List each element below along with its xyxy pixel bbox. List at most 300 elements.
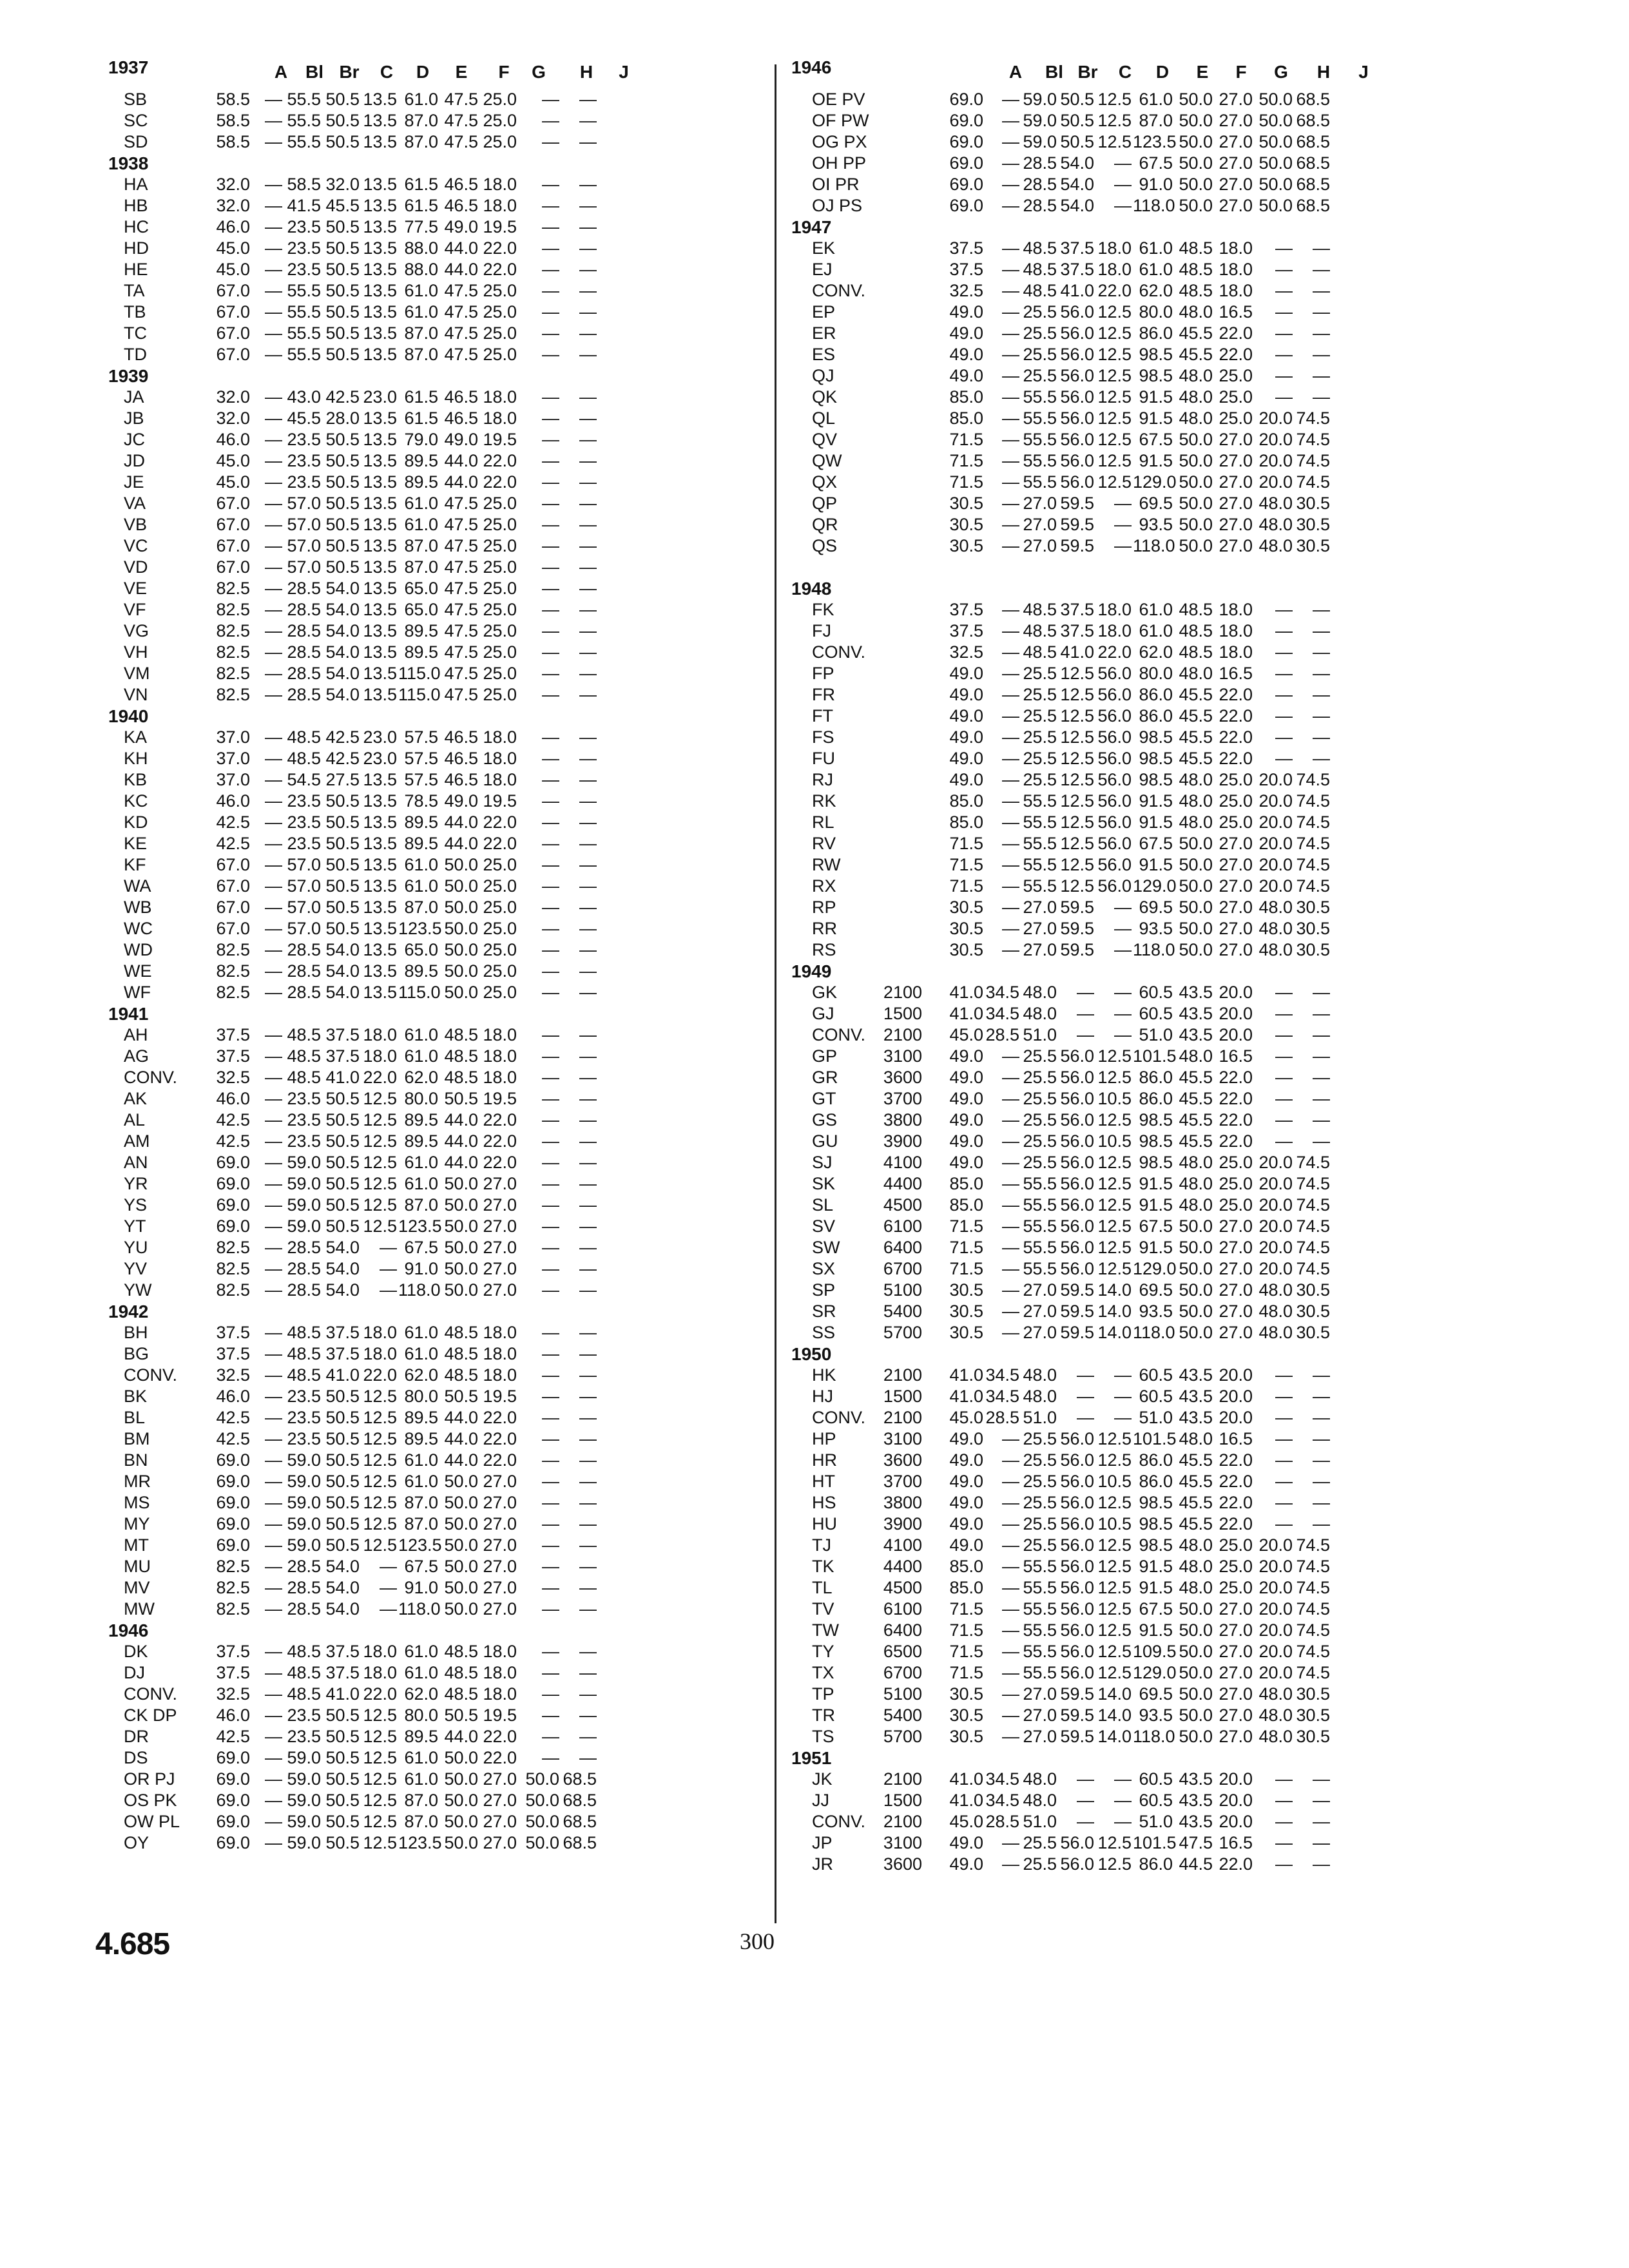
cell-f: 50.0: [1179, 196, 1213, 215]
cell-br: 23.5: [287, 812, 321, 832]
cell-h: —: [1275, 1068, 1293, 1087]
table-row: [791, 1365, 1529, 1386]
cell-bl: —: [265, 1663, 282, 1682]
cell-a: 67.0: [216, 345, 250, 364]
cell-f: 50.0: [444, 1557, 478, 1576]
cell-g: 27.0: [1219, 494, 1253, 513]
cell-bl: —: [1002, 664, 1019, 683]
cell-d: —: [1114, 1365, 1132, 1385]
cell-d: 13.5: [363, 111, 397, 130]
cell-g: 27.0: [483, 1259, 517, 1278]
table-row: [791, 620, 1529, 642]
table-row: [108, 1131, 769, 1152]
cell-e: 89.5: [404, 642, 438, 662]
cell-g: 25.0: [483, 579, 517, 598]
cell-g: 27.0: [483, 1791, 517, 1810]
cell-j: —: [579, 983, 597, 1002]
cell-br: 48.5: [287, 749, 321, 768]
cell-br: 55.5: [1023, 834, 1057, 853]
cell-a: 30.5: [949, 536, 983, 555]
cell-c: 50.5: [325, 281, 360, 300]
row-label: OG PX: [812, 132, 867, 151]
table-row: [791, 89, 1529, 110]
cell-br: 28.5: [1023, 175, 1057, 194]
cell-br: 25.5: [1023, 1854, 1057, 1874]
cell-f: 50.0: [1179, 175, 1213, 194]
cell-g: 27.0: [1219, 1727, 1253, 1746]
cell-e: 61.0: [404, 1323, 438, 1342]
cell-a: 82.5: [216, 961, 250, 981]
row-label: SL: [812, 1195, 834, 1215]
cell-br: 25.5: [1023, 1450, 1057, 1470]
cell-e: 86.0: [1139, 1854, 1173, 1874]
cell-bl: —: [1002, 770, 1019, 789]
cell-f: 44.0: [444, 812, 478, 832]
cell-e: 80.0: [404, 1089, 438, 1108]
cell-e: 123.5: [398, 1216, 442, 1236]
cell-j: —: [579, 90, 597, 109]
cell-e: 91.5: [1139, 408, 1173, 428]
cell-j: 68.5: [1296, 196, 1330, 215]
cell-e: 79.0: [404, 430, 438, 449]
cell-f: 48.0: [1179, 1429, 1213, 1448]
cell-h: —: [542, 1642, 559, 1661]
cell-bl: —: [265, 1684, 282, 1704]
cell-d: 12.5: [1097, 1854, 1132, 1874]
cell-bl: —: [265, 621, 282, 640]
cell-c: 59.5: [1060, 1684, 1094, 1704]
cell-br: 48.5: [287, 1365, 321, 1385]
cell-g: 25.0: [1219, 366, 1253, 385]
table-row: [108, 514, 769, 535]
cell-d: 12.5: [1097, 472, 1132, 492]
cell-br: 23.5: [287, 1727, 321, 1746]
cell-h: —: [542, 727, 559, 747]
row-label: VH: [124, 642, 148, 662]
table-row: [791, 387, 1529, 408]
cell-br: 55.5: [1023, 1620, 1057, 1640]
cell-j: 74.5: [1296, 876, 1330, 896]
cell-g: 18.0: [1219, 260, 1253, 279]
cell-bl: —: [1002, 1216, 1019, 1236]
cell-bl: —: [265, 387, 282, 407]
cell-bl: —: [265, 600, 282, 619]
cell-bl: —: [1002, 1131, 1019, 1151]
cell-h: —: [1275, 1769, 1293, 1789]
cell-e: 61.0: [404, 1769, 438, 1789]
cell-j: —: [1313, 260, 1330, 279]
cell-j: —: [1313, 1025, 1330, 1044]
cell-a: 71.5: [949, 451, 983, 470]
cell-j: —: [579, 1493, 597, 1512]
cell-br: 48.0: [1023, 1004, 1057, 1023]
cell-bl: —: [1002, 1302, 1019, 1321]
cell-d: 12.5: [1097, 1578, 1132, 1597]
cell-br: 59.0: [1023, 90, 1057, 109]
cell-f: 50.0: [444, 898, 478, 917]
cell-br: 23.5: [287, 1089, 321, 1108]
cell-h: 48.0: [1258, 1302, 1293, 1321]
cell-a: 45.0: [216, 238, 250, 258]
cell-h: —: [1275, 1833, 1293, 1852]
cell-f: 48.5: [444, 1663, 478, 1682]
cell-h: 50.0: [1258, 90, 1293, 109]
cell-bl: —: [265, 1727, 282, 1746]
cell-bl: —: [1002, 1854, 1019, 1874]
cell-g: 16.5: [1219, 664, 1253, 683]
cell-a: 46.0: [216, 1089, 250, 1108]
cell-j: —: [1313, 664, 1330, 683]
cell-j: 30.5: [1296, 1302, 1330, 1321]
row-label: KA: [124, 727, 148, 747]
table-row: [791, 153, 1529, 174]
cell-d: 56.0: [1097, 812, 1132, 832]
cell-c: 41.0: [325, 1068, 360, 1087]
cell-e: 87.0: [404, 536, 438, 555]
table-row: [791, 1110, 1529, 1131]
cell-bl: —: [1002, 260, 1019, 279]
cell-d: —: [1114, 153, 1132, 173]
cell-br: 27.0: [1023, 536, 1057, 555]
cell-bl: —: [265, 1131, 282, 1151]
cell-c: 54.0: [325, 1238, 360, 1257]
cell-j: 68.5: [563, 1791, 597, 1810]
cell-a: 69.0: [216, 1748, 250, 1767]
cell-a: 30.5: [949, 515, 983, 534]
cell-c: 50.5: [325, 1131, 360, 1151]
cell-c: 59.5: [1060, 1706, 1094, 1725]
cell-f: 44.0: [444, 472, 478, 492]
cell-d: 13.5: [363, 281, 397, 300]
cell-j: —: [579, 1344, 597, 1363]
cell-h: —: [1275, 1110, 1293, 1129]
cell-f: 44.0: [444, 1153, 478, 1172]
cell-e: 91.5: [1139, 812, 1173, 832]
cell-f: 48.5: [444, 1344, 478, 1363]
cell-f: 45.5: [1179, 1493, 1213, 1512]
cell-e: 69.5: [1139, 1684, 1173, 1704]
cell-c: 56.0: [1060, 366, 1094, 385]
cell-f: 45.5: [1179, 345, 1213, 364]
cell-d: 18.0: [363, 1046, 397, 1066]
cell-f: 50.0: [1179, 1727, 1213, 1746]
cell-f: 47.5: [444, 494, 478, 513]
cell-j: —: [1313, 302, 1330, 322]
cell-br: 55.5: [1023, 876, 1057, 896]
cell-f: 50.0: [444, 1238, 478, 1257]
cell-c: 56.0: [1060, 1238, 1094, 1257]
cell-br: 57.0: [287, 557, 321, 577]
cell-f: 48.0: [1179, 1557, 1213, 1576]
cell-h: —: [542, 196, 559, 215]
row-label: RK: [812, 791, 836, 811]
cell-c: 59.5: [1060, 1727, 1094, 1746]
cell-h: 20.0: [1258, 1535, 1293, 1555]
cell-bl: —: [1002, 1578, 1019, 1597]
cell-c: 50.5: [325, 90, 360, 109]
cell-d: 22.0: [1097, 642, 1132, 662]
cell-e: 60.5: [1139, 1387, 1173, 1406]
cell-br: 23.5: [287, 1131, 321, 1151]
row-label: AM: [124, 1131, 150, 1151]
cell-bl: —: [265, 685, 282, 704]
cell-g: 27.0: [1219, 940, 1253, 959]
cell-g: 27.0: [483, 1812, 517, 1831]
table-row: [791, 1684, 1529, 1705]
cell-a: 49.0: [949, 664, 983, 683]
cell-g: 22.0: [1219, 1068, 1253, 1087]
cell-br: 25.5: [1023, 1472, 1057, 1491]
cell-d: 13.5: [363, 770, 397, 789]
cell-e: 87.0: [404, 1195, 438, 1215]
cell-bl: —: [1002, 1259, 1019, 1278]
row-code: 4500: [883, 1195, 922, 1215]
column-header-g: G: [532, 62, 546, 82]
cell-a: 37.0: [216, 749, 250, 768]
table-row: [791, 1662, 1529, 1684]
cell-h: —: [542, 1174, 559, 1193]
cell-j: —: [1313, 983, 1330, 1002]
cell-bl: —: [265, 1599, 282, 1619]
cell-d: 13.5: [363, 132, 397, 151]
cell-c: 50.5: [325, 1153, 360, 1172]
cell-a: 37.5: [949, 260, 983, 279]
cell-g: 18.0: [483, 1663, 517, 1682]
cell-j: 74.5: [1296, 1153, 1330, 1172]
cell-g: 22.0: [1219, 1472, 1253, 1491]
cell-c: 56.0: [1060, 1046, 1094, 1066]
cell-a: 41.0: [949, 1791, 983, 1810]
cell-c: 50.5: [325, 1110, 360, 1129]
cell-c: 50.5: [325, 1769, 360, 1789]
cell-d: 13.5: [363, 536, 397, 555]
cell-g: 27.0: [483, 1578, 517, 1597]
cell-e: 57.5: [404, 749, 438, 768]
cell-d: 12.5: [1097, 132, 1132, 151]
cell-f: 46.5: [444, 408, 478, 428]
cell-j: —: [1313, 1387, 1330, 1406]
cell-c: 59.5: [1060, 494, 1094, 513]
cell-bl: —: [1002, 302, 1019, 322]
row-code: 2100: [883, 983, 922, 1002]
cell-c: 50.5: [325, 260, 360, 279]
row-label: OF PW: [812, 111, 869, 130]
cell-f: 43.5: [1179, 1025, 1213, 1044]
cell-d: 10.5: [1097, 1472, 1132, 1491]
cell-bl: —: [265, 1153, 282, 1172]
cell-j: 68.5: [1296, 90, 1330, 109]
row-label: TX: [812, 1663, 834, 1682]
cell-d: 13.5: [363, 898, 397, 917]
cell-j: 74.5: [1296, 1578, 1330, 1597]
cell-j: 30.5: [1296, 898, 1330, 917]
row-label: QL: [812, 408, 836, 428]
cell-h: —: [542, 1663, 559, 1682]
cell-br: 58.5: [287, 175, 321, 194]
cell-g: 22.0: [1219, 323, 1253, 343]
table-row: [791, 1556, 1529, 1577]
cell-j: —: [579, 1642, 597, 1661]
left-header: [108, 57, 769, 88]
cell-f: 50.0: [1179, 876, 1213, 896]
cell-a: 32.0: [216, 175, 250, 194]
cell-j: —: [579, 898, 597, 917]
cell-e: 89.5: [404, 451, 438, 470]
cell-a: 67.0: [216, 494, 250, 513]
cell-f: 48.5: [1179, 621, 1213, 640]
cell-a: 82.5: [216, 940, 250, 959]
cell-f: 45.5: [1179, 1089, 1213, 1108]
cell-bl: 28.5: [985, 1812, 1019, 1831]
cell-c: 50.5: [325, 1514, 360, 1533]
cell-c: 59.5: [1060, 536, 1094, 555]
cell-f: 50.0: [1179, 430, 1213, 449]
row-label: OY: [124, 1833, 149, 1852]
cell-g: 22.0: [483, 834, 517, 853]
cell-h: —: [542, 1323, 559, 1342]
cell-a: 69.0: [216, 1472, 250, 1491]
cell-j: —: [579, 1089, 597, 1108]
cell-d: 12.5: [1097, 1110, 1132, 1129]
cell-g: 27.0: [483, 1238, 517, 1257]
cell-bl: 34.5: [985, 1387, 1019, 1406]
cell-bl: 34.5: [985, 1365, 1019, 1385]
cell-a: 82.5: [216, 600, 250, 619]
cell-j: —: [579, 1748, 597, 1767]
row-label: SW: [812, 1238, 840, 1257]
cell-bl: —: [1002, 1429, 1019, 1448]
cell-c: 37.5: [1060, 238, 1094, 258]
row-label: HJ: [812, 1387, 833, 1406]
cell-bl: —: [265, 196, 282, 215]
cell-a: 32.5: [949, 281, 983, 300]
cell-h: —: [542, 345, 559, 364]
cell-d: 13.5: [363, 430, 397, 449]
cell-j: 74.5: [1296, 1535, 1330, 1555]
cell-e: 61.0: [1139, 238, 1173, 258]
cell-a: 85.0: [949, 1578, 983, 1597]
cell-c: 56.0: [1060, 1620, 1094, 1640]
row-label: AG: [124, 1046, 149, 1066]
cell-j: —: [579, 1068, 597, 1087]
table-row: [108, 429, 769, 450]
cell-e: 61.0: [404, 1025, 438, 1044]
row-label: OS PK: [124, 1791, 177, 1810]
cell-g: 18.0: [483, 408, 517, 428]
cell-j: —: [579, 451, 597, 470]
cell-g: 19.5: [483, 1706, 517, 1725]
cell-e: 98.5: [1139, 1514, 1173, 1533]
cell-c: 50.5: [325, 302, 360, 322]
cell-h: 20.0: [1258, 430, 1293, 449]
cell-bl: —: [265, 812, 282, 832]
table-row: [791, 1832, 1529, 1854]
cell-h: 20.0: [1258, 1557, 1293, 1576]
year-heading: 1949: [791, 961, 832, 981]
cell-c: 56.0: [1060, 1535, 1094, 1555]
cell-e: 98.5: [1139, 1153, 1173, 1172]
cell-c: 56.0: [1060, 1153, 1094, 1172]
cell-j: —: [579, 1046, 597, 1066]
column-header-f: F: [498, 62, 510, 82]
cell-h: —: [1275, 706, 1293, 726]
cell-j: —: [579, 1280, 597, 1300]
cell-h: 20.0: [1258, 1620, 1293, 1640]
cell-a: 49.0: [949, 1854, 983, 1874]
cell-a: 46.0: [216, 430, 250, 449]
cell-j: —: [1313, 1812, 1330, 1831]
cell-j: —: [1313, 1429, 1330, 1448]
cell-j: —: [1313, 1365, 1330, 1385]
table-row: [108, 791, 769, 812]
cell-g: 16.5: [1219, 1833, 1253, 1852]
column-header-a: A: [1008, 62, 1023, 82]
row-label: SK: [812, 1174, 836, 1193]
cell-e: 87.0: [404, 323, 438, 343]
cell-g: 27.0: [1219, 1684, 1253, 1704]
cell-h: —: [542, 1472, 559, 1491]
cell-f: 46.5: [444, 727, 478, 747]
cell-j: 74.5: [1296, 1216, 1330, 1236]
cell-a: 82.5: [216, 1557, 250, 1576]
cell-d: 56.0: [1097, 791, 1132, 811]
table-row: [791, 131, 1529, 153]
cell-d: 13.5: [363, 983, 397, 1002]
table-row: [108, 1258, 769, 1280]
cell-a: 58.5: [216, 111, 250, 130]
cell-bl: —: [265, 1259, 282, 1278]
cell-j: 74.5: [1296, 451, 1330, 470]
cell-d: 56.0: [1097, 770, 1132, 789]
cell-d: 12.5: [1097, 1153, 1132, 1172]
cell-a: 45.0: [216, 451, 250, 470]
cell-a: 49.0: [949, 1535, 983, 1555]
cell-h: 48.0: [1258, 1684, 1293, 1704]
row-label: CONV.: [812, 1408, 866, 1427]
cell-a: 82.5: [216, 1599, 250, 1619]
cell-f: 47.5: [444, 642, 478, 662]
row-label: VB: [124, 515, 148, 534]
cell-d: 13.5: [363, 238, 397, 258]
cell-c: 54.0: [325, 1259, 360, 1278]
cell-d: —: [380, 1259, 397, 1278]
table-row: [108, 1769, 769, 1790]
cell-g: 22.0: [483, 1450, 517, 1470]
cell-f: 50.0: [1179, 940, 1213, 959]
row-label: KF: [124, 855, 146, 874]
cell-e: 87.0: [1139, 111, 1173, 130]
cell-f: 47.5: [444, 302, 478, 322]
cell-e: 118.0: [1133, 1323, 1175, 1342]
cell-br: 27.0: [1023, 898, 1057, 917]
cell-e: 118.0: [398, 1599, 441, 1619]
row-label: TA: [124, 281, 145, 300]
cell-c: 54.0: [325, 961, 360, 981]
cell-br: 25.5: [1023, 1068, 1057, 1087]
cell-f: 50.0: [1179, 132, 1213, 151]
cell-j: —: [1313, 1450, 1330, 1470]
cell-e: 115.0: [398, 685, 441, 704]
cell-br: 59.0: [287, 1153, 321, 1172]
cell-g: 25.0: [1219, 791, 1253, 811]
cell-j: 30.5: [1296, 536, 1330, 555]
cell-c: 50.5: [325, 834, 360, 853]
cell-j: 74.5: [1296, 408, 1330, 428]
cell-d: 13.5: [363, 685, 397, 704]
cell-e: 80.0: [1139, 664, 1173, 683]
cell-d: 12.5: [1097, 366, 1132, 385]
column-header-br: Br: [1077, 62, 1098, 82]
